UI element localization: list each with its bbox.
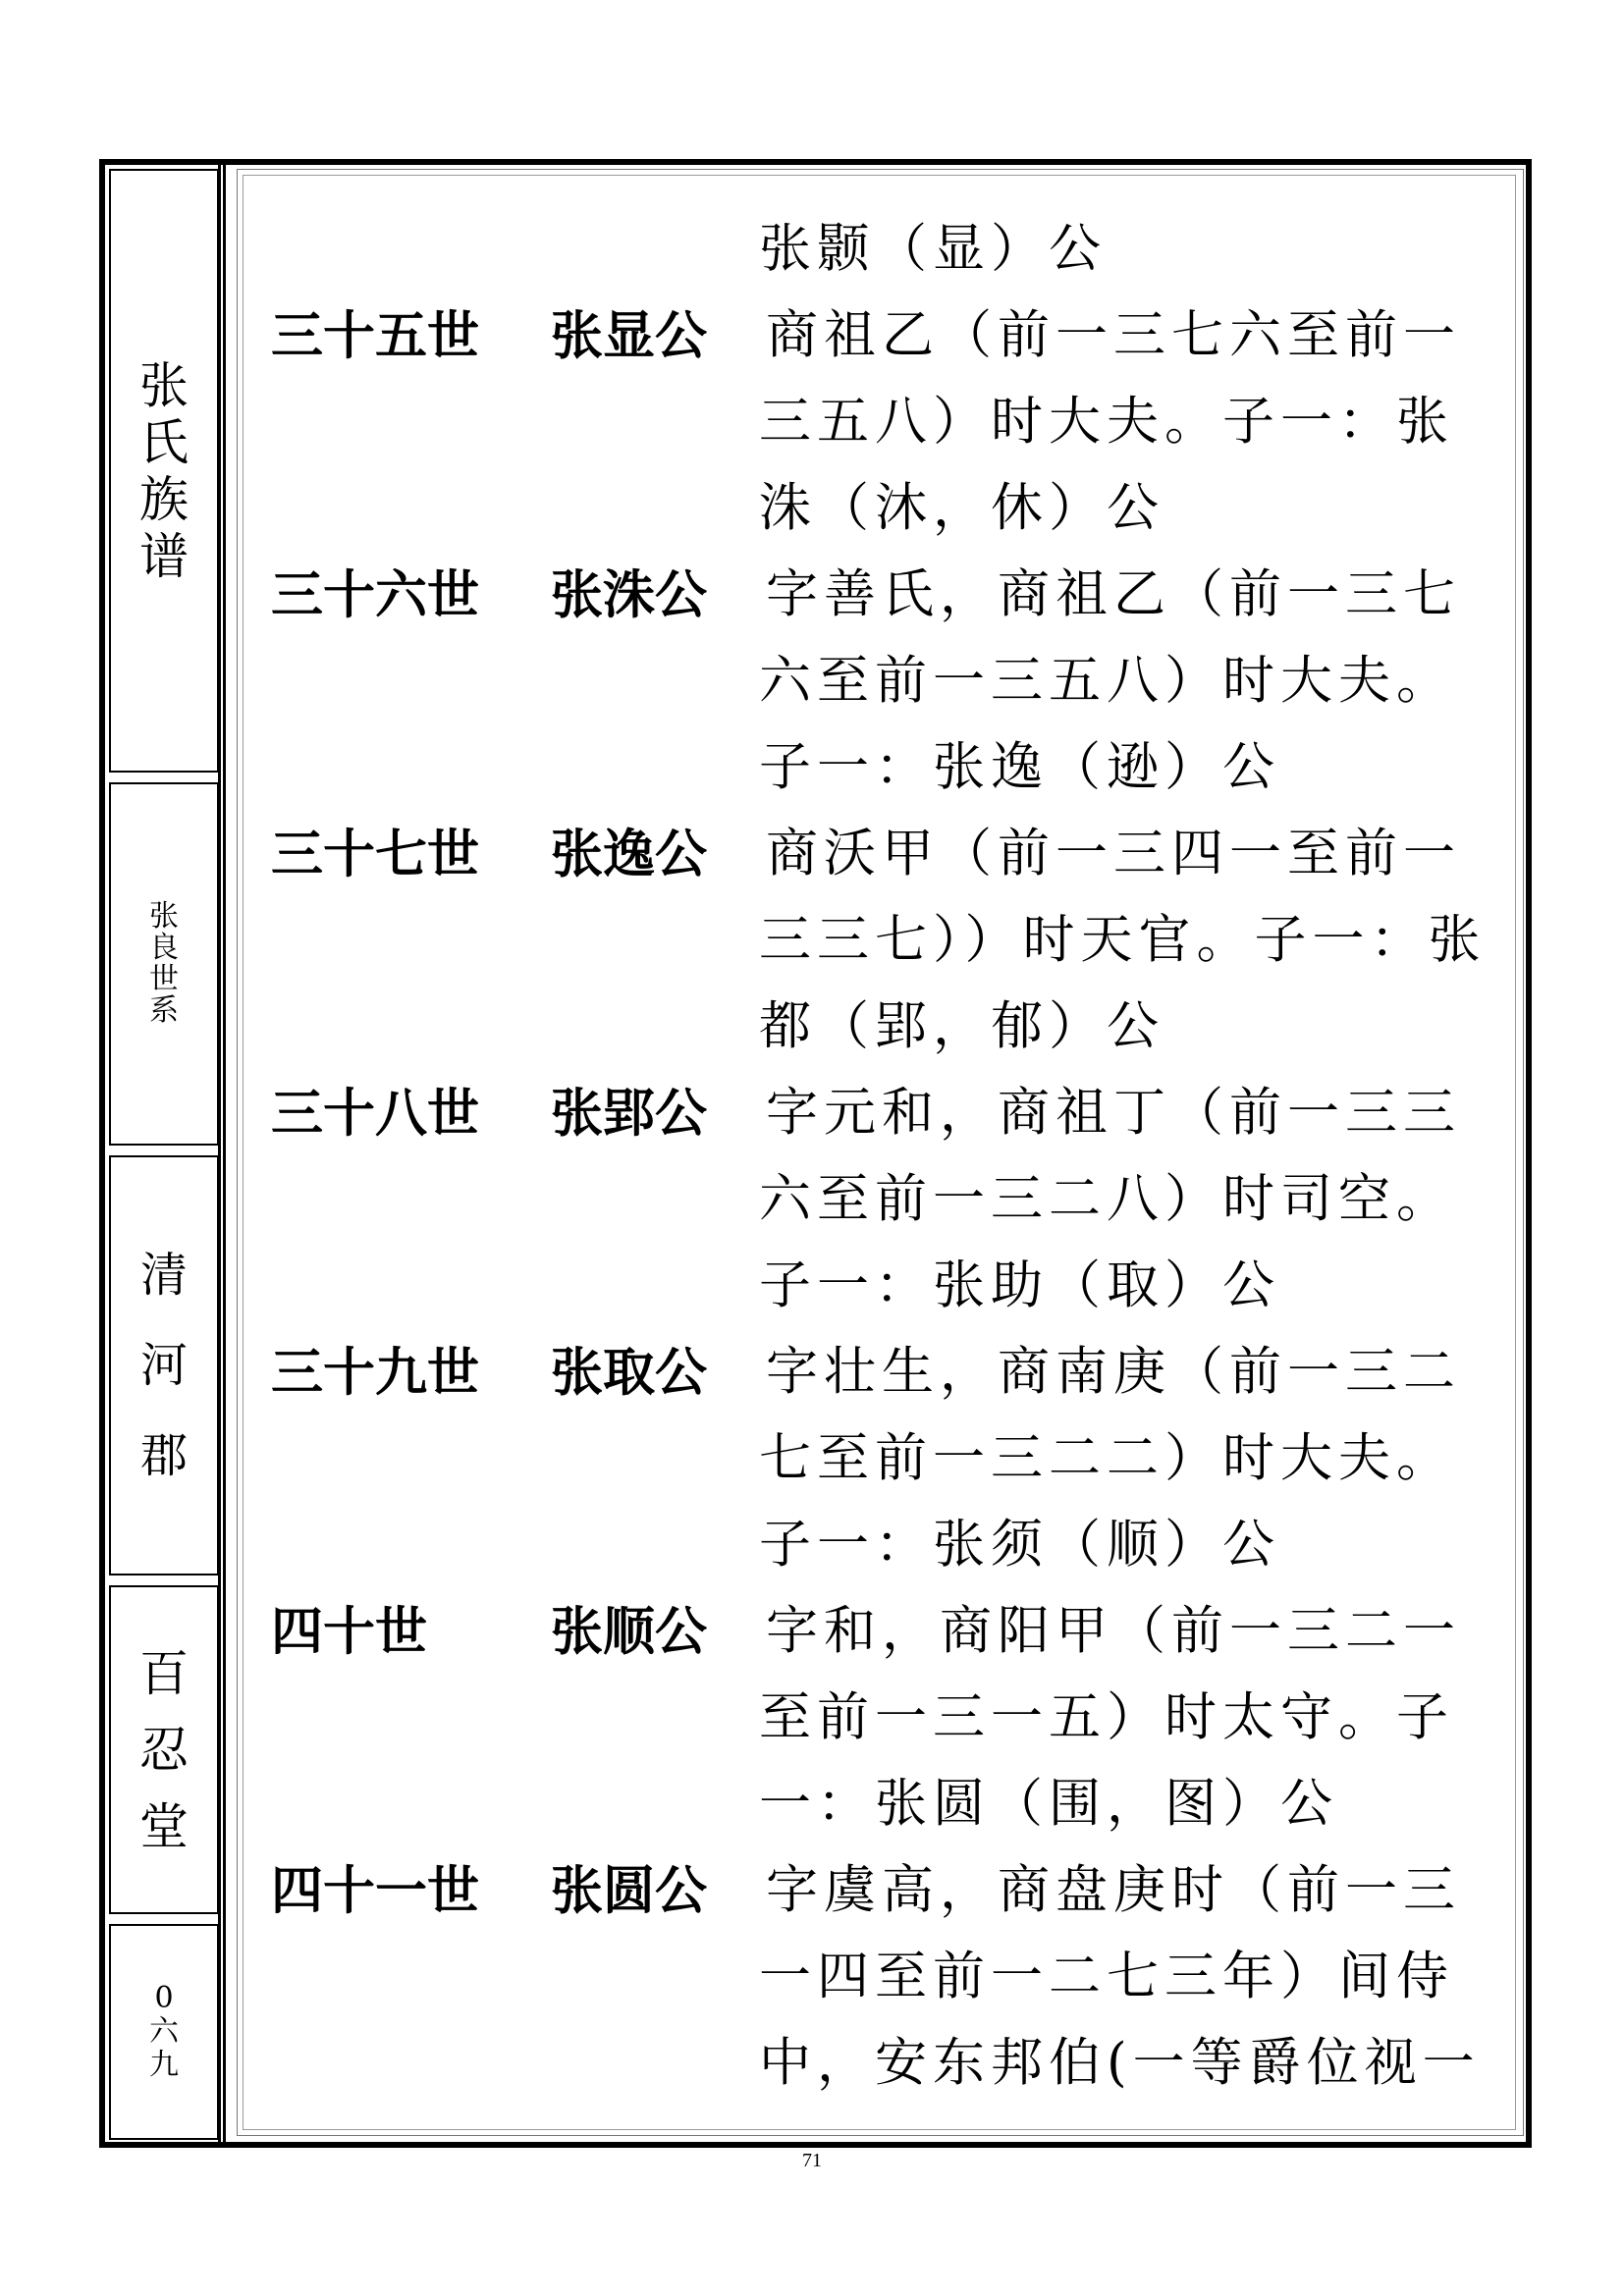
entry-text: 一四至前一二七三年）间侍 bbox=[759, 1947, 1454, 2006]
sidebar-title-cell bbox=[109, 169, 219, 773]
lineage-char: 良 bbox=[149, 931, 179, 965]
title-char: 氏 bbox=[139, 413, 189, 471]
title-char: 谱 bbox=[139, 527, 189, 585]
generation-label: 四十世 bbox=[271, 1601, 427, 1662]
entry-line bbox=[271, 379, 1508, 465]
entry-text: 字壮生，商南庚（前一三二 bbox=[766, 1342, 1461, 1402]
folio-char: 六 bbox=[149, 2014, 179, 2049]
generation-label: 三十八世 bbox=[271, 1083, 479, 1144]
entry-text: 子一：张须（顺）公 bbox=[759, 1515, 1280, 1575]
entry-line bbox=[271, 811, 1508, 897]
commandery-char: 河 bbox=[139, 1338, 188, 1393]
page-number: 71 bbox=[802, 2150, 822, 2171]
entry-line bbox=[271, 1415, 1508, 1502]
lineage-char: 张 bbox=[149, 899, 179, 934]
entry-line bbox=[271, 1329, 1508, 1415]
sidebar-commandery-cell bbox=[109, 1155, 219, 1575]
sidebar-hall-cell bbox=[109, 1585, 219, 1914]
entry-text: 都（郢，郁）公 bbox=[759, 996, 1164, 1056]
entry-text: 子一：张助（取）公 bbox=[759, 1255, 1280, 1315]
hall-char: 百 bbox=[139, 1644, 189, 1702]
entry-line bbox=[271, 2020, 1508, 2107]
entry-text: 六至前一三五八）时大夫。 bbox=[759, 651, 1454, 711]
entry-text: 子一：张逸（逊）公 bbox=[759, 737, 1280, 797]
folio-char: 0 bbox=[154, 1981, 174, 2015]
entry-line bbox=[271, 1588, 1508, 1675]
entry-text: 张颢（显）公 bbox=[759, 219, 1107, 279]
title-char: 张 bbox=[139, 356, 189, 414]
entry-line bbox=[271, 984, 1508, 1070]
entry-line bbox=[271, 465, 1508, 552]
commandery-char: 清 bbox=[139, 1248, 188, 1303]
commandery-char: 郡 bbox=[139, 1428, 188, 1483]
entry-line bbox=[271, 293, 1508, 379]
entry-text: 六至前一三二八）时司空。 bbox=[759, 1169, 1454, 1229]
genealogy-body bbox=[271, 206, 1508, 2107]
entry-text: 七至前一三二二）时大夫。 bbox=[759, 1428, 1454, 1488]
entry-text: 洙（沐，休）公 bbox=[759, 478, 1164, 538]
entry-line bbox=[271, 1243, 1508, 1329]
entry-line bbox=[271, 897, 1508, 984]
ancestor-name: 张显公 bbox=[551, 305, 707, 366]
entry-line bbox=[271, 552, 1508, 638]
lineage-char: 系 bbox=[149, 993, 179, 1028]
entry-text: 三三七））时天官。子一：张 bbox=[759, 910, 1487, 970]
entry-line bbox=[271, 206, 1508, 293]
entry-text: 至前一三一五）时太守。子 bbox=[759, 1687, 1454, 1747]
generation-label: 三十六世 bbox=[271, 564, 479, 625]
ancestor-name: 张郢公 bbox=[551, 1083, 707, 1144]
generation-label: 四十一世 bbox=[271, 1860, 479, 1921]
entry-text: 商祖乙（前一三七六至前一 bbox=[766, 305, 1461, 365]
entry-line bbox=[271, 1156, 1508, 1243]
entry-line bbox=[271, 1070, 1508, 1156]
entry-line bbox=[271, 1502, 1508, 1588]
ancestor-name: 张顺公 bbox=[551, 1601, 707, 1662]
entry-text: 字虞高，商盘庚时（前一三 bbox=[766, 1860, 1461, 1920]
entry-text: 字和，商阳甲（前一三二一 bbox=[766, 1601, 1461, 1661]
ancestor-name: 张洙公 bbox=[551, 564, 707, 625]
entry-line bbox=[271, 1675, 1508, 1761]
ancestor-name: 张逸公 bbox=[551, 824, 707, 884]
entry-text: 三五八）时大夫。子一：张 bbox=[759, 392, 1454, 452]
sidebar-lineage-cell bbox=[109, 782, 219, 1146]
sidebar-divider bbox=[218, 165, 226, 2142]
hall-char: 堂 bbox=[139, 1797, 189, 1855]
generation-label: 三十七世 bbox=[271, 824, 479, 884]
ancestor-name: 张取公 bbox=[551, 1342, 707, 1403]
generation-label: 三十九世 bbox=[271, 1342, 479, 1403]
generation-label: 三十五世 bbox=[271, 305, 479, 366]
ancestor-name: 张圆公 bbox=[551, 1860, 707, 1921]
entry-text: 字元和，商祖丁（前一三三 bbox=[766, 1083, 1461, 1143]
sidebar-folio-cell bbox=[109, 1924, 219, 2140]
entry-text: 字善氏，商祖乙（前一三七 bbox=[766, 564, 1461, 624]
title-char: 族 bbox=[139, 470, 189, 528]
entry-line bbox=[271, 1847, 1508, 1934]
entry-line bbox=[271, 1934, 1508, 2020]
entry-line bbox=[271, 724, 1508, 811]
entry-text: 一：张圆（围，图）公 bbox=[759, 1774, 1338, 1834]
entry-text: 中，安东邦伯(一等爵位视一 bbox=[759, 2033, 1481, 2093]
hall-char: 忍 bbox=[139, 1721, 189, 1779]
lineage-char: 世 bbox=[149, 962, 179, 996]
entry-line bbox=[271, 638, 1508, 724]
folio-char: 九 bbox=[149, 2048, 179, 2082]
entry-text: 商沃甲（前一三四一至前一 bbox=[766, 824, 1461, 883]
entry-line bbox=[271, 1761, 1508, 1847]
